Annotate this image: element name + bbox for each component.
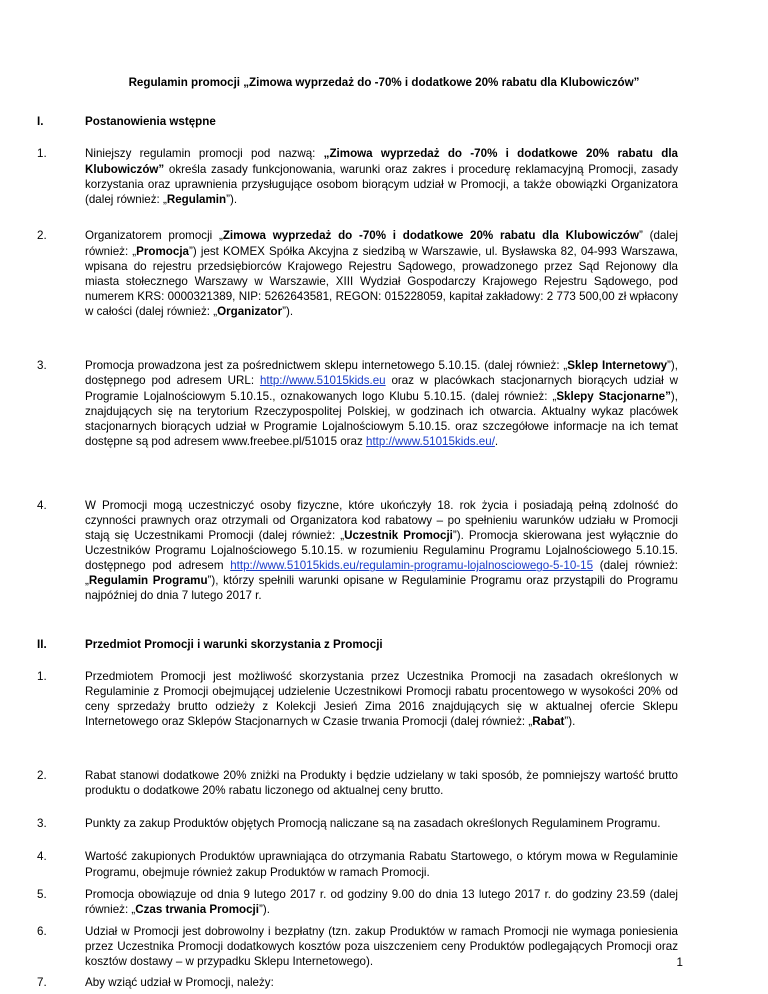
section-heading-2 [37, 637, 678, 652]
paragraph-text: Udział w Promocji jest dobrowolny i bezpłatny (tzn. zakup Produktów w ramach Promocji nie wymaga poniesienia przez Uczestnika Promocji dodatkowych kosztów poza uiszczeniem ceny Produktów podlegających Promocji oraz kosztów dostawy – w przypadku Sklepu Internetowego). [85, 924, 678, 968]
document-title: Regulamin promocji „Zimowa wyprzedaż do -70% i dodatkowe 20% rabatu dla Klubowiczów” [128, 76, 640, 89]
paragraph-number: 4. [37, 498, 47, 512]
paragraph-2-3 [37, 816, 678, 831]
paragraph-text: Rabat stanowi dodatkowe 20% zniżki na Produkty i będzie udzielany w taki sposób, że pomniejszy wartość brutto produktu o dodatkowe 20% rabatu liczonego od aktualnej ceny brutto. [85, 769, 678, 798]
paragraph-number: 1. [37, 669, 47, 683]
paragraph-text: Przedmiotem Promocji jest możliwość skorzystania przez Uczestnika Promocji na zasadach określonych w Regulaminie z Promocji obejmującej udzielenie Uczestnikowi Promocji rabatu procentowego w wysokości 20% od ceny sprzedaży brutto odzieży z Kolekcji Jesień Zima 2016 znajdujących się w aktualnej ofercie Sklepu Internetowego oraz Sklepów Stacjonarnych w Czasie trwania Promocji (dalej również: „Rabat”). [85, 669, 678, 729]
page-number: 1 [676, 956, 683, 969]
section-number: I. [37, 115, 44, 129]
paragraph-number: 5. [37, 887, 47, 901]
shop-url-link-2[interactable]: http://www.51015kids.eu/ [366, 434, 495, 448]
section-heading-1 [37, 114, 678, 129]
section-title: Przedmiot Promocji i warunki skorzystania z Promocji [85, 637, 383, 651]
program-regulations-link[interactable]: http://www.51015kids.eu/regulamin-programu-lojalnosciowego-5-10-15 [230, 559, 594, 573]
paragraph-text: W Promocji mogą uczestniczyć osoby fizyczne, które ukończyły 18. rok życia i posiadają pełną zdolność do czynności prawnych oraz otrzymali od Organizatora kod rabatowy – po spełnieniu warunków udziału w Promocji stają się Uczestnikami Promocji (dalej również: „Uczestnik Promocji”). Promocja skierowana jest wyłącznie do Uczestników Programu Lojalnościowego 5.10.15. w rozumieniu Regulaminu Programu Lojalnościowego 5.10.15. dostępnego pod adresem http://www.51015kids.eu/regulamin-programu-lojalnosciowego-5-10-15 (dalej również: „Regulamin Programu”), którzy spełnili warunki opisane w Regulaminie Programu oraz przystąpili do Programu najpóźniej do dnia 7 lutego 2017 r. [85, 498, 679, 603]
paragraph-text: Aby wziąć udział w Promocji, należy: [85, 976, 274, 990]
paragraph-1-1 [37, 146, 679, 206]
paragraph-2-1 [37, 669, 678, 729]
shop-url-link[interactable]: http://www.51015kids.eu [259, 374, 386, 388]
paragraph-number: 2. [37, 229, 47, 243]
paragraph-1-3 [37, 358, 678, 449]
paragraph-number: 7. [37, 976, 47, 990]
paragraph-2-2 [37, 768, 678, 798]
section-number: II. [37, 637, 47, 651]
paragraph-1-4 [37, 498, 679, 604]
paragraph-2-7 [37, 975, 678, 990]
paragraph-text: Promocja obowiązuje od dnia 9 lutego 2017 r. od godziny 9.00 do dnia 13 lutego 2017 r. do godziny 23.59 (dalej również: „Czas trwania Promocji”). [85, 887, 678, 916]
paragraph-text: Promocja prowadzona jest za pośrednictwem sklepu internetowego 5.10.15. (dalej również: „Sklep Internetowy”), dostępnego pod adresem URL: http://www.51015kids.eu oraz w placówkach stacjonarnych biorących udział w Programie Lojalnościowym 5.10.15., oznakowanych logo Klubu 5.10.15. (dalej również: „Sklepy Stacjonarne”), znajdujących się na terytorium Rzeczypospolitej Polskiej, w godzinach ich otwarcia. Aktualny wykaz placówek stacjonarnych biorących udział w Programie Lojalnościowym 5.10.15. oraz szczegółowe informacje na ich temat dostępne są pod adresem www.freebee.pl/51015 oraz http://www.51015kids.eu/. [85, 359, 678, 448]
paragraph-number: 3. [37, 817, 47, 831]
paragraph-text: Punkty za zakup Produktów objętych Promocją naliczane są na zasadach określonych Regulaminem Programu. [85, 817, 661, 831]
paragraph-2-6 [37, 924, 678, 969]
paragraph-2-4 [37, 849, 678, 879]
paragraph-number: 6. [37, 924, 47, 938]
paragraph-text: Organizatorem promocji „Zimowa wyprzedaż do -70% i dodatkowe 20% rabatu dla Klubowiczów” (dalej również: „Promocja”) jest KOMEX Spółka Akcyjna z siedzibą w Warszawie, ul. Bysławska 82, 04-993 Warszawa, wpisana do rejestru przedsiębiorców Krajowego Rejestru Sądowego, prowadzonego przez Sąd Rejonowy dla miasta stołecznego Warszawy w Warszawie, XIII Wydział Gospodarczy Krajowego Rejestru Sądowego, pod numerem KRS: 0000321389, NIP: 5262643581, REGON: 015228059, kapitał zakładowy: 2 773 500,00 zł wpłacony w całości (dalej również: „Organizator”). [85, 229, 679, 318]
paragraph-number: 2. [37, 769, 47, 783]
paragraph-number: 3. [37, 359, 47, 373]
paragraph-2-5 [37, 887, 678, 917]
paragraph-1-2 [37, 228, 679, 319]
paragraph-text: Niniejszy regulamin promocji pod nazwą: „Zimowa wyprzedaż do -70% i dodatkowe 20% rabatu dla Klubowiczów” określa zasady funkcjonowania, warunki oraz zakres i procedurę reklamacyjną Promocji, zasady korzystania oraz uprawnienia przysługujące osobom biorącym udział w Promocji, a także obowiązki Organizatora (dalej również: „Regulamin”). [85, 147, 679, 206]
section-title: Postanowienia wstępne [85, 115, 216, 129]
paragraph-number: 4. [37, 850, 47, 864]
paragraph-number: 1. [37, 147, 47, 161]
paragraph-text: Wartość zakupionych Produktów uprawniająca do otrzymania Rabatu Startowego, o którym mowa w Regulaminie Programu, obejmuje również zakup Produktów w ramach Promocji. [85, 850, 678, 879]
